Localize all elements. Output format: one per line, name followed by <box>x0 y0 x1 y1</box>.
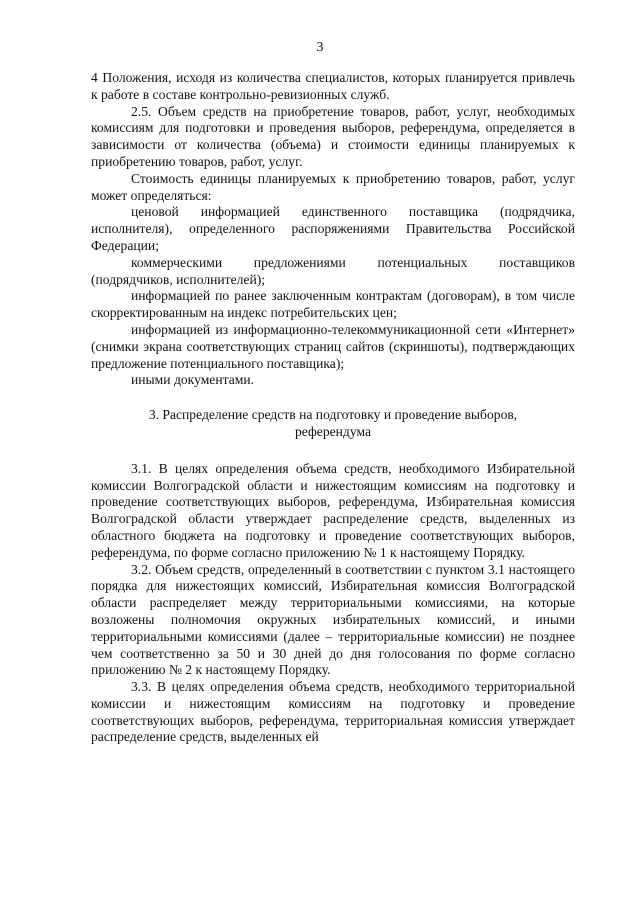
paragraph-3-2: 3.2. Объем средств, определенный в соответствии с пунктом 3.1 настоящего порядка для нижестоящих комиссий, Избирательная комиссия Волгоградской области распределяет между территориальными комиссиями, на которые возложены полномочия окружных избирательных комиссий, и иными территориальными комиссиями (далее – территориальные комиссии) не позднее чем соответственно за 50 и 30 дней до дня голосования по форме согласно приложению № 2 к настоящему Порядку. <box>91 561 575 678</box>
section-3-heading-line-1: 3. Распределение средств на подготовку и проведение выборов, <box>148 407 518 423</box>
list-item-previous-contracts: информацией по ранее заключенным контрактам (договорам), в том числе скорректированным на индекс потребительских цен; <box>91 288 575 321</box>
paragraph-3-3: 3.3. В целях определения объема средств, необходимого территориальной комиссии и нижестоящим комиссиям на подготовку и проведение соответствующих выборов, референдума, территориальная комиссия утверждает распределение средств, выделенных ей <box>91 679 575 745</box>
section-3-heading <box>91 407 575 441</box>
paragraph-2-5: 2.5. Объем средств на приобретение товаров, работ, услуг, необходимых комиссиям для подготовки и проведения выборов, референдума, определяется в зависимости от количества (объема) и стоимости единицы планируемых к приобретению товаров, работ, услуг. <box>91 103 575 169</box>
document-body <box>91 70 575 746</box>
paragraph-continuation: 4 Положения, исходя из количества специалистов, которых планируется привлечь к работе в составе контрольно-ревизионных служб. <box>91 70 575 102</box>
list-item-other-documents: иными документами. <box>131 372 255 388</box>
paragraph-unit-cost: Стоимость единицы планируемых к приобретению товаров, работ, услуг может определяться: <box>91 170 575 203</box>
list-item-commercial-offers: коммерческими предложениями потенциальных поставщиков (подрядчиков, исполнителей); <box>91 254 575 287</box>
paragraph-3-1: 3.1. В целях определения объема средств, необходимого Избирательной комиссии Волгоградской области и нижестоящим комиссиям на подготовку и проведение соответствующих выборов, референдума, Избирательная комиссия Волгоградской области утверждает распределение средств, выделенных из областного бюджета на подготовку и проведение соответствующих выборов, референдума, по форме согласно приложению № 1 к настоящему Порядку. <box>91 460 575 560</box>
list-item-internet-info: информацией из информационно-телекоммуникационной сети «Интернет» (снимки экрана соответствующих страниц сайтов (скриншоты), подтверждающих предложение потенциального поставщика); <box>91 321 575 371</box>
list-item-supplier-price: ценовой информацией единственного поставщика (подрядчика, исполнителя), определенного распоряжениями Правительства Российской Федерации; <box>91 204 575 253</box>
section-3-heading-line-2: референдума <box>294 423 372 439</box>
page-number: 3 <box>316 40 324 55</box>
